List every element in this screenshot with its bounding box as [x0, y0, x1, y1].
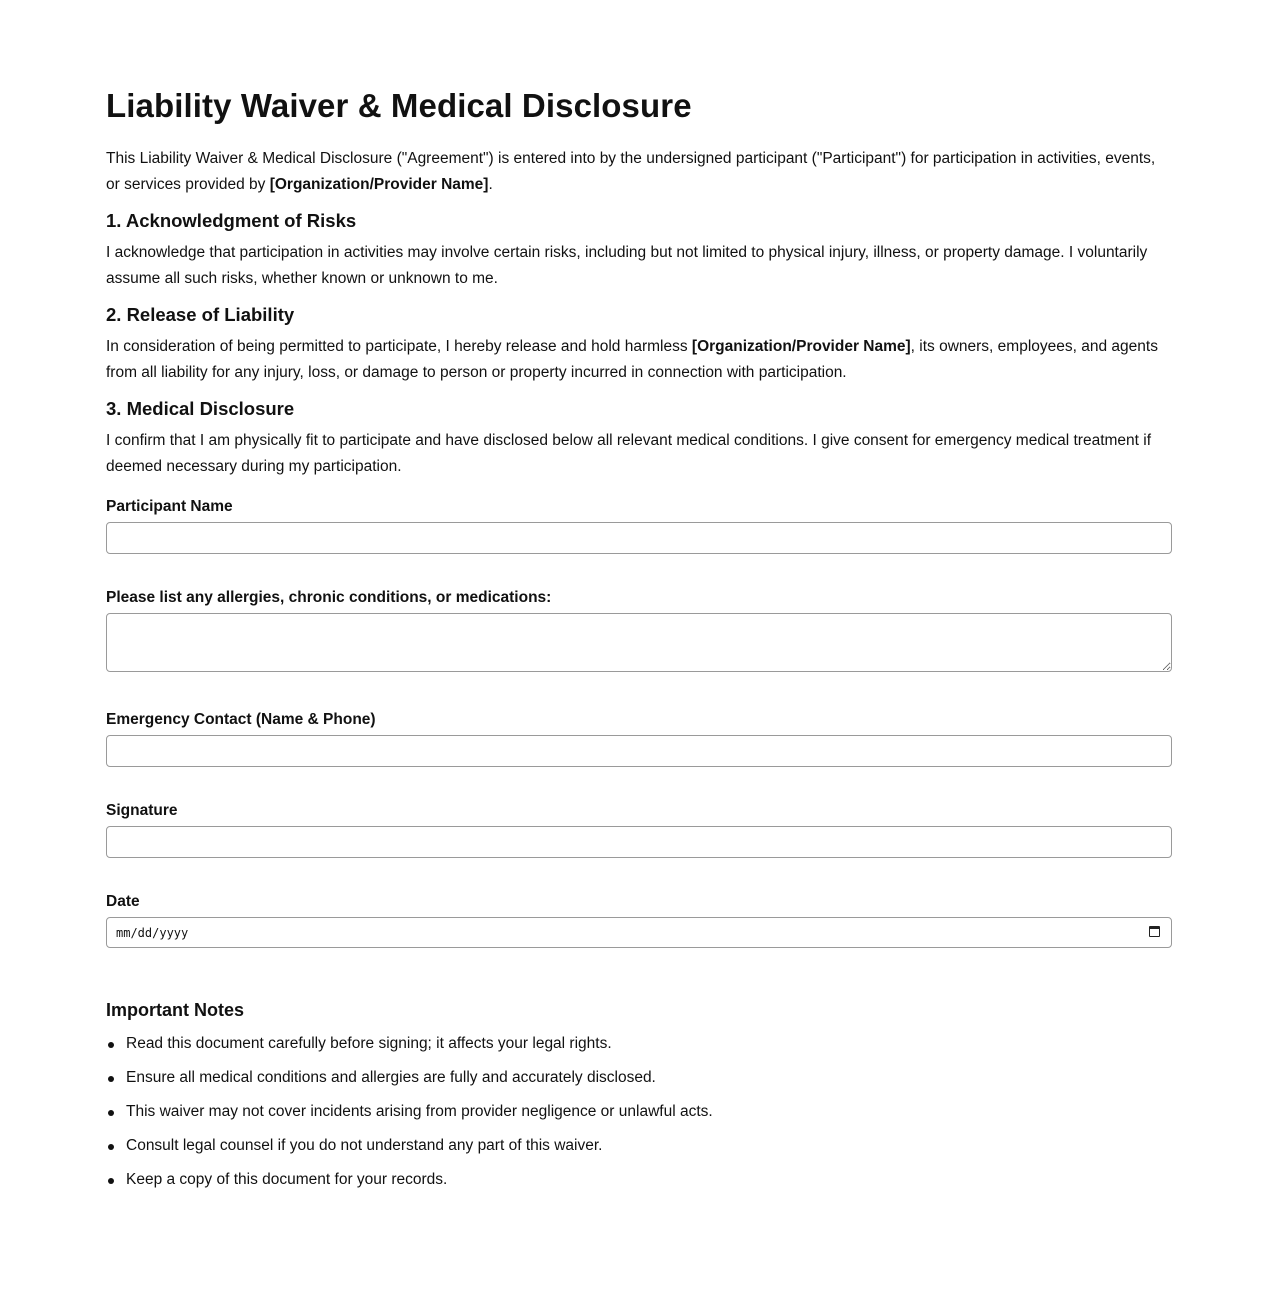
page-title: Liability Waiver & Medical Disclosure: [106, 87, 692, 124]
intro-end: .: [488, 176, 493, 193]
medical-info-label: Please list any allergies, chronic conditions, or medications:: [106, 589, 552, 606]
section-heading-release: 2. Release of Liability: [106, 304, 295, 325]
notes-list: [106, 1032, 1172, 1192]
organization-placeholder: [Organization/Provider Name]: [269, 176, 489, 193]
participant-name-input[interactable]: [106, 522, 1172, 554]
waiver-document: [106, 0, 1172, 1192]
release-text: In consideration of being permitted to participate, I hereby release and hold harmless: [106, 338, 692, 355]
release-text-end: , its owners, employees, and agents from all liability for any injury, loss, or damage to person or property incurred in connection with participation.: [106, 338, 1158, 381]
organization-placeholder: [Organization/Provider Name]: [691, 338, 911, 355]
list-item: Keep a copy of this document for your records.: [106, 1168, 1172, 1192]
signature-field: [106, 801, 1172, 858]
participant-name-label: Participant Name: [106, 498, 233, 515]
signature-label: Signature: [106, 802, 178, 819]
date-input[interactable]: [106, 917, 1172, 948]
list-item: Read this document carefully before signing; it affects your legal rights.: [106, 1032, 1172, 1056]
date-placeholder: mm/dd/yyyy: [116, 925, 189, 940]
notes-heading: Important Notes: [106, 1000, 245, 1020]
participant-name-field: [106, 497, 1172, 554]
list-item: This waiver may not cover incidents arising from provider negligence or unlawful acts.: [106, 1100, 1172, 1124]
emergency-contact-field: [106, 710, 1172, 767]
section-body-medical: I confirm that I am physically fit to participate and have disclosed below all relevant medical conditions. I give consent for emergency medical treatment if deemed necessary during my participation.: [106, 432, 1152, 475]
calendar-icon[interactable]: [1149, 926, 1160, 937]
intro-paragraph: [106, 146, 1172, 198]
date-field: [106, 892, 1172, 948]
medical-info-textarea[interactable]: [106, 613, 1172, 672]
section-heading-risks: 1. Acknowledgment of Risks: [106, 210, 357, 231]
emergency-contact-label: Emergency Contact (Name & Phone): [106, 711, 376, 728]
date-label: Date: [106, 893, 140, 910]
section-body-release: [106, 334, 1172, 386]
emergency-contact-input[interactable]: [106, 735, 1172, 767]
section-heading-medical: 3. Medical Disclosure: [106, 398, 295, 419]
list-item: Consult legal counsel if you do not understand any part of this waiver.: [106, 1134, 1172, 1158]
medical-info-field: [106, 588, 1172, 672]
intro-text: This Liability Waiver & Medical Disclosure ("Agreement") is entered into by the undersigned participant ("Participant") for participation in activities, events, or services provided by: [106, 150, 1156, 193]
section-body-risks: I acknowledge that participation in activities may involve certain risks, including but not limited to physical injury, illness, or property damage. I voluntarily assume all such risks, whether known or unknown to me.: [106, 244, 1148, 287]
important-notes: [106, 998, 1172, 1192]
list-item: Ensure all medical conditions and allergies are fully and accurately disclosed.: [106, 1066, 1172, 1090]
signature-input[interactable]: [106, 826, 1172, 858]
